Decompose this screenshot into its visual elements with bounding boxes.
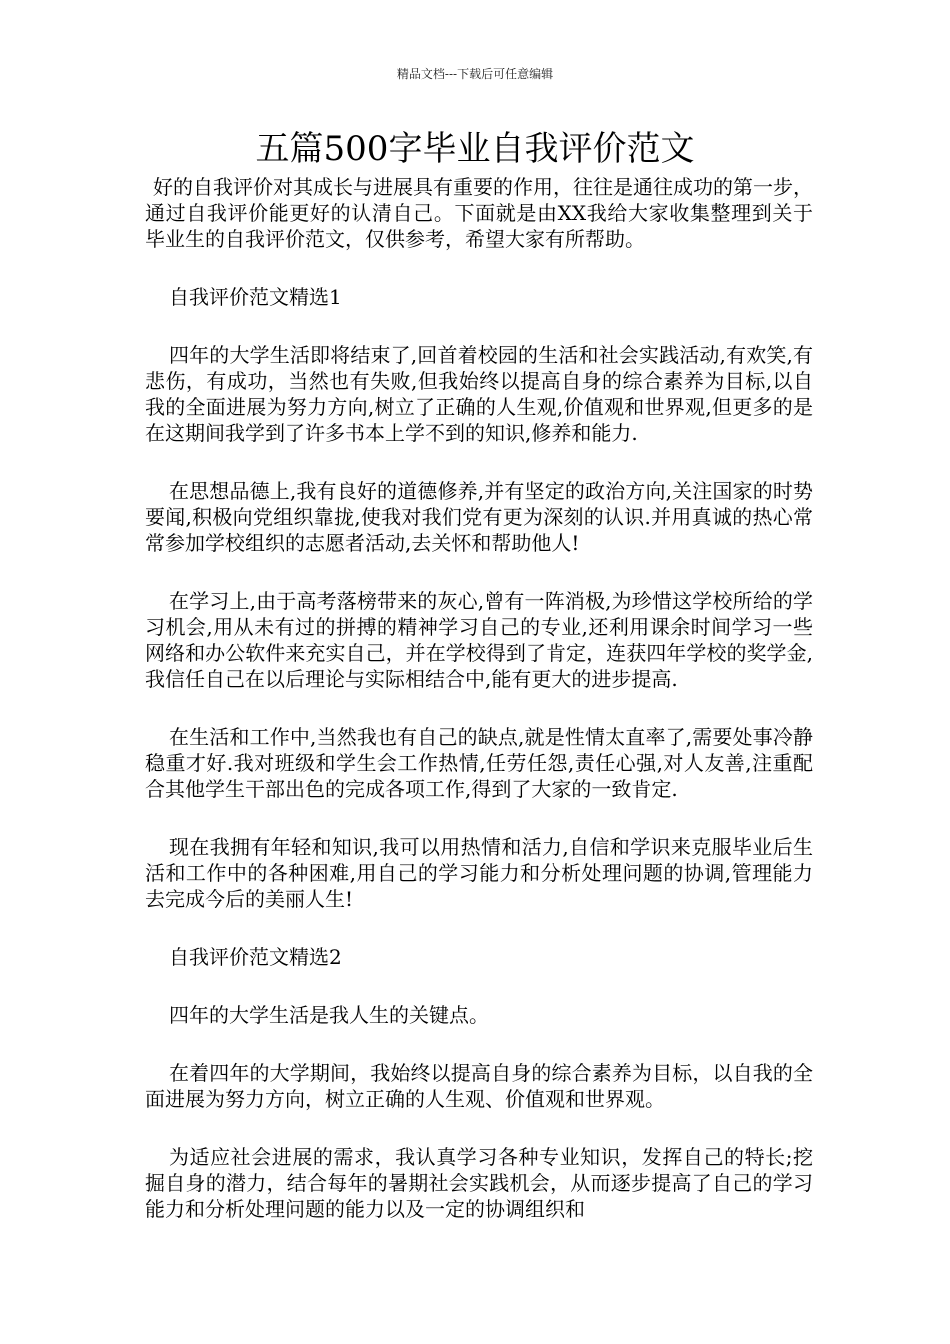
paragraph: 在思想品德上,我有良好的道德修养,并有坚定的政治方向,关注国家的时势要闻,积极向党组织靠拢,使我对我们党有更为深刻的认识.并用真诚的热心常常参加学校组织的志愿者活动,去关怀和帮助他人! [145, 479, 813, 555]
paragraph: 为适应社会进展的需求，我认真学习各种专业知识，发挥自己的特长;挖掘自身的潜力，结合每年的暑期社会实践机会，从而逐步提高了自己的学习能力和分析处理问题的能力以及一定的协调组织和 [145, 1145, 813, 1221]
section-heading-2: 自我评价范文精选2 [169, 945, 342, 969]
paragraph: 四年的大学生活是我人生的关键点。 [169, 1003, 489, 1027]
paragraph: 在着四年的大学期间，我始终以提高自身的综合素养为目标，以自我的全面进展为努力方向，树立正确的人生观、价值观和世界观。 [145, 1061, 813, 1111]
paragraph: 在生活和工作中,当然我也有自己的缺点,就是性情太直率了,需要处事冷静稳重才好.我对班级和学生会工作热情,任劳任怨,责任心强,对人友善,注重配合其他学生干部出色的完成各项工作,得到了大家的一致肯定. [145, 725, 813, 801]
document-title: 五篇500字毕业自我评价范文 [255, 129, 695, 169]
paragraph: 现在我拥有年轻和知识,我可以用热情和活力,自信和学识来克服毕业后生活和工作中的各种困难,用自己的学习能力和分析处理问题的协调,管理能力去完成今后的美丽人生! [145, 835, 813, 911]
document-body [145, 174, 813, 1254]
intro-paragraph: 好的自我评价对其成长与进展具有重要的作用，往往是通往成功的第一步，通过自我评价能更好的认清自己。下面就是由XX我给大家收集整理到关于毕业生的自我评价范文，仅供参考，希望大家有所帮助。 [145, 175, 813, 251]
section-heading-1: 自我评价范文精选1 [169, 285, 342, 309]
header-note: 精品文档---下载后可任意编辑 [396, 67, 554, 81]
paragraph: 在学习上,由于高考落榜带来的灰心,曾有一阵消极,为珍惜这学校所给的学习机会,用从未有过的拼搏的精神学习自己的专业,还利用课余时间学习一些网络和办公软件来充实自己，并在学校得到了肯定，连获四年学校的奖学金,我信任自己在以后理论与实际相结合中,能有更大的进步提高. [145, 589, 813, 691]
paragraph: 四年的大学生活即将结束了,回首着校园的生活和社会实践活动,有欢笑,有悲伤，有成功，当然也有失败,但我始终以提高自身的综合素养为目标,以自我的全面进展为努力方向,树立了正确的人生观,价值观和世界观,但更多的是在这期间我学到了许多书本上学不到的知识,修养和能力. [145, 343, 813, 445]
